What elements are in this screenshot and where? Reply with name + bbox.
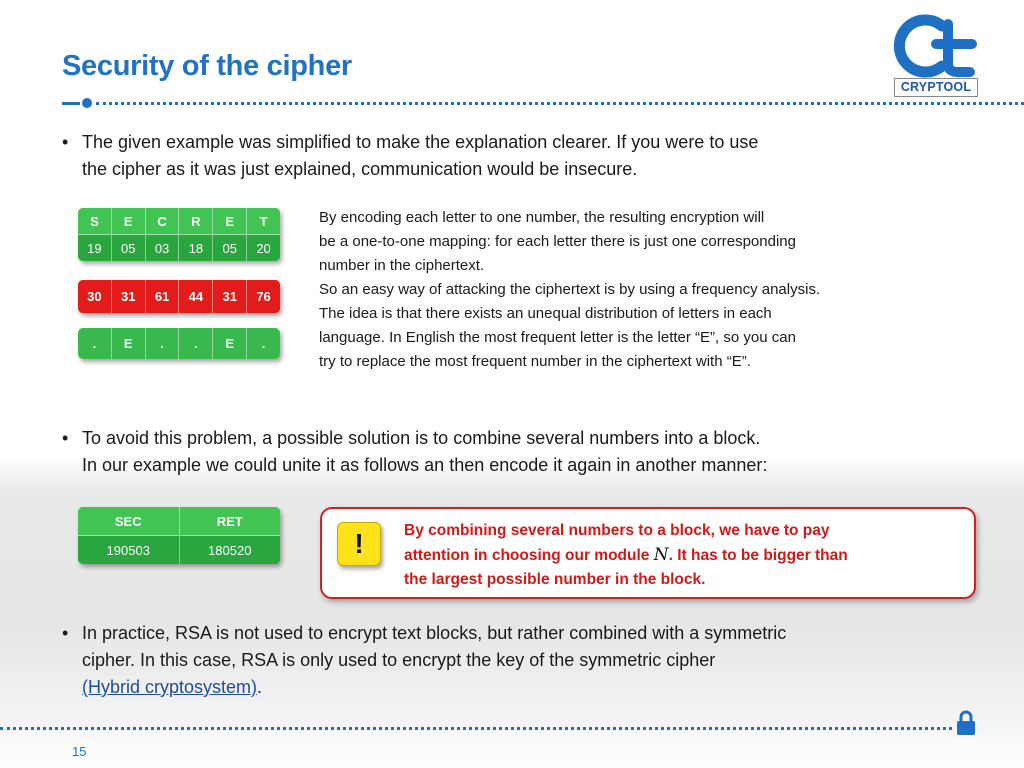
hybrid-cryptosystem-link[interactable]: (Hybrid cryptosystem): [82, 677, 258, 697]
number-cell: 05: [111, 235, 145, 262]
guess-cell: .: [247, 328, 280, 359]
title-divider: [60, 98, 1024, 108]
cryptool-logo-icon: [890, 14, 980, 80]
ciphertext-cell: 31: [213, 280, 247, 313]
explanation-line: try to replace the most frequent number in the ciphertext with “E”.: [319, 353, 751, 370]
background-band: [0, 455, 1024, 768]
callout-line-2: attention in choosing our module N. It has to be bigger than: [404, 545, 848, 565]
bullet-marker: •: [62, 428, 69, 448]
ciphertext-cell: 61: [145, 280, 179, 313]
exclamation-icon: !: [337, 522, 381, 566]
bullet-2-line-2: In our example we could unite it as follows an then encode it again in another manner:: [82, 455, 768, 475]
block-header-cell: RET: [179, 507, 280, 536]
letter-cell: C: [145, 208, 179, 235]
modulus-symbol: N: [653, 545, 669, 565]
guess-cell: .: [145, 328, 179, 359]
modulus-warning-callout: [320, 507, 976, 599]
callout-line-3: the largest possible number in the block.: [404, 571, 706, 588]
ciphertext-cell: 30: [78, 280, 111, 313]
encoding-table: [78, 208, 280, 261]
guess-cell: E: [111, 328, 145, 359]
letter-cell: S: [78, 208, 111, 235]
letter-cell: R: [179, 208, 213, 235]
explanation-line: be a one-to-one mapping: for each letter there is just one corresponding: [319, 233, 796, 250]
guess-cell: .: [78, 328, 111, 359]
letter-cell: E: [213, 208, 247, 235]
block-header-cell: SEC: [78, 507, 179, 536]
block-value-cell: 180520: [179, 536, 280, 565]
explanation-line: So an easy way of attacking the ciphertext is by using a frequency analysis.: [319, 281, 821, 298]
bullet-3-line-3: (Hybrid cryptosystem).: [82, 677, 263, 697]
ciphertext-table: [78, 280, 280, 313]
bullet-2: [62, 425, 767, 479]
lock-icon: [956, 710, 976, 736]
bullet-1-line-2: the cipher as it was just explained, communication would be insecure.: [82, 159, 638, 179]
page-number: 15: [72, 744, 87, 759]
bullet-3-line-2: cipher. In this case, RSA is only used to encrypt the key of the symmetric cipher: [82, 650, 716, 670]
bullet-3-line-1: In practice, RSA is not used to encrypt text blocks, but rather combined with a symmetric: [82, 623, 787, 643]
bullet-marker: •: [62, 623, 69, 643]
number-cell: 03: [145, 235, 179, 262]
cryptool-logo: [890, 14, 980, 98]
frequency-analysis-explanation: [319, 206, 959, 374]
explanation-line: language. In English the most frequent letter is the letter “E”, so you can: [319, 329, 796, 346]
number-cell: 20: [247, 235, 280, 262]
frequency-guess-table: [78, 328, 280, 359]
explanation-line: number in the ciphertext.: [319, 257, 485, 274]
logo-wordmark: CRYPTOOL: [900, 80, 972, 94]
block-table: [78, 507, 280, 564]
logo-wordmark-box: [894, 78, 978, 97]
number-cell: 05: [213, 235, 247, 262]
ciphertext-cell: 76: [247, 280, 280, 313]
explanation-line: By encoding each letter to one number, the resulting encryption will: [319, 209, 765, 226]
number-cell: 19: [78, 235, 111, 262]
explanation-line: The idea is that there exists an unequal distribution of letters in each: [319, 305, 772, 322]
guess-cell: .: [179, 328, 213, 359]
number-cell: 18: [179, 235, 213, 262]
ciphertext-cell: 31: [111, 280, 145, 313]
ciphertext-cell: 44: [179, 280, 213, 313]
bullet-2-line-1: To avoid this problem, a possible solution is to combine several numbers into a block.: [82, 428, 761, 448]
bullet-3: [62, 620, 786, 701]
letter-cell: E: [111, 208, 145, 235]
letter-cell: T: [247, 208, 280, 235]
bullet-1-line-1: The given example was simplified to make the explanation clearer. If you were to use: [82, 132, 759, 152]
callout-line-1: By combining several numbers to a block, we have to pay: [404, 522, 830, 539]
bullet-1: [62, 129, 758, 183]
guess-cell: E: [213, 328, 247, 359]
block-value-cell: 190503: [78, 536, 179, 565]
slide-title: Security of the cipher: [62, 50, 352, 82]
bullet-marker: •: [62, 132, 69, 152]
footer-divider: [0, 727, 952, 730]
callout-text: [404, 519, 964, 592]
